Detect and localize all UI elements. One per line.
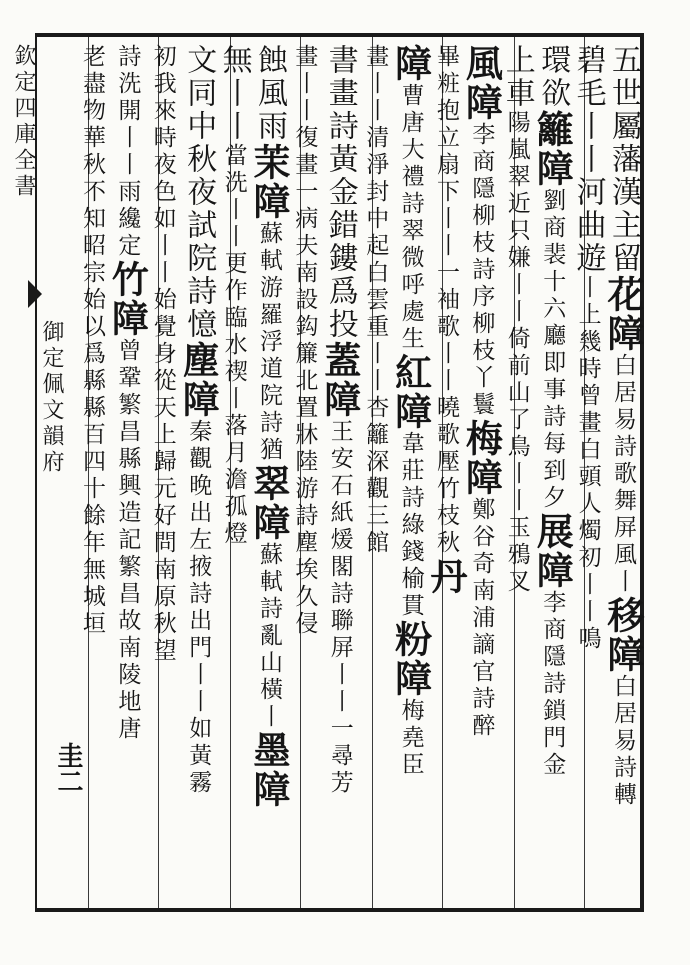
text-segment: 曾鞏繁昌縣興造記繁昌故南陵地唐 xyxy=(114,338,141,743)
frame-bottom-border xyxy=(35,908,643,912)
text-column-5 xyxy=(459,44,504,740)
frame-top-border xyxy=(35,33,643,37)
text-column-10 xyxy=(287,44,321,638)
entry-headword: 翠障 xyxy=(247,464,291,542)
book-title: 御定佩文韻府 xyxy=(39,320,64,476)
text-column-9 xyxy=(317,44,362,797)
text-segment: 歌丨丨曉歌壓竹枝秋 xyxy=(433,314,459,557)
entry-headword: 蓋障 xyxy=(317,341,362,419)
text-column-1 xyxy=(601,44,645,809)
text-column-11 xyxy=(247,44,291,809)
text-segment: 梅堯臣 xyxy=(397,698,424,779)
entry-headword: 塵障 xyxy=(176,341,221,419)
entry-headword: 風障 xyxy=(459,44,504,122)
entry-headword: 茉障 xyxy=(247,143,291,221)
text-segment: 當洗丨丨更作臨水禊 xyxy=(220,143,247,386)
text-segment: 碧毛丨丨河曲遊 xyxy=(570,44,606,275)
text-segment: 畫丨丨復畫一病夫 xyxy=(291,44,318,260)
text-segment: 白居易詩轉 xyxy=(610,674,636,809)
text-segment: 陽嵐翠近只嫌丨丨倚前山 xyxy=(503,110,530,407)
entry-headword: 梅障 xyxy=(459,419,504,497)
text-column-16 xyxy=(75,44,109,638)
text-segment: 昭宗始以爲縣縣百四十餘年無城垣 xyxy=(79,233,105,638)
text-segment: 環欲 xyxy=(535,44,571,110)
text-segment: 蝕風雨 xyxy=(252,44,287,143)
entry-headword: 障 xyxy=(388,44,433,83)
text-column-7 xyxy=(388,44,433,779)
text-column-6 xyxy=(424,44,468,596)
text-segment: 上車 xyxy=(499,44,535,110)
text-segment: 文同中秋夜試院詩憶 xyxy=(181,44,217,341)
text-segment: 丨落月澹孤燈 xyxy=(220,386,247,548)
entry-headword: 籬障 xyxy=(530,110,575,188)
text-segment: 秦觀晚出左掖詩出門丨丨如黃霧 xyxy=(185,419,212,797)
text-segment: 畫丨丨清淨封中起白雲 xyxy=(362,44,389,314)
text-segment: 韋莊詩綠錢榆貫 xyxy=(397,431,424,620)
text-segment: 李商隱柳枝詩序柳枝丫鬟 xyxy=(468,122,495,419)
entry-headword: 墨障 xyxy=(247,731,291,809)
text-segment: 鄭谷奇南浦謫官詩醉 xyxy=(468,497,495,740)
text-segment: 劉商裴十六廳即事詩每到夕 xyxy=(539,188,566,512)
entry-headword: 移障 xyxy=(601,596,645,674)
text-column-12 xyxy=(217,44,251,548)
entry-headword: 竹障 xyxy=(105,260,150,338)
text-segment: 詩洗開丨丨雨纔定 xyxy=(114,44,141,260)
text-segment: 始覺身從天上歸元好問南原秋望 xyxy=(149,287,176,665)
text-segment: 五世屬藩漢主留 xyxy=(606,44,641,275)
text-segment: 丨上幾時曾畫白頭人 xyxy=(574,275,601,518)
text-segment: 曹唐大禮詩翠微呼處生 xyxy=(397,83,424,353)
text-column-15 xyxy=(105,44,150,743)
text-segment: 書畫詩黃金錯鏤爲投 xyxy=(322,44,358,341)
entry-headword: 花障 xyxy=(601,275,645,353)
text-column-2 xyxy=(571,44,605,653)
text-column-14 xyxy=(146,44,180,665)
text-column-4 xyxy=(500,44,534,596)
text-segment: 白居易詩歌舞屏風丨 xyxy=(610,353,636,596)
page-number: 圭二 xyxy=(53,742,83,794)
entry-headword: 丹 xyxy=(424,557,468,596)
text-segment: 了鳥丨丨玉鴉叉 xyxy=(503,407,530,596)
running-head: 欽定四庫全書 xyxy=(11,44,36,200)
text-segment: 南設鈎簾北置牀陸游詩塵埃久侵 xyxy=(291,260,318,638)
text-column-3 xyxy=(530,44,575,779)
entry-headword: 粉障 xyxy=(388,620,433,698)
text-segment: 王安石紙煖閣詩聯屏丨丨一尋芳 xyxy=(326,419,353,797)
text-segment: 畢粧抱立扇下丨丨一袖 xyxy=(433,44,459,314)
entry-headword: 展障 xyxy=(530,512,575,590)
text-segment: 老盡物華秋不知 xyxy=(79,44,105,233)
entry-headword: 紅障 xyxy=(388,353,433,431)
text-column-8 xyxy=(358,44,392,557)
text-segment: 無丨丨 xyxy=(216,44,252,143)
fish-tail-mark-icon xyxy=(28,280,42,308)
text-segment: 重丨丨杏籬深 xyxy=(362,314,389,476)
text-segment: 蘇軾詩亂山橫丨 xyxy=(256,542,282,731)
text-segment: 觀三館 xyxy=(362,476,389,557)
text-segment: 蘇軾游羅浮道院詩猶 xyxy=(256,221,282,464)
text-segment: 燭初丨丨鳴 xyxy=(574,518,601,653)
text-segment: 初我來時夜色如丨丨 xyxy=(149,44,176,287)
text-column-13 xyxy=(176,44,221,797)
text-segment: 李商隱詩鎖門金 xyxy=(539,590,566,779)
